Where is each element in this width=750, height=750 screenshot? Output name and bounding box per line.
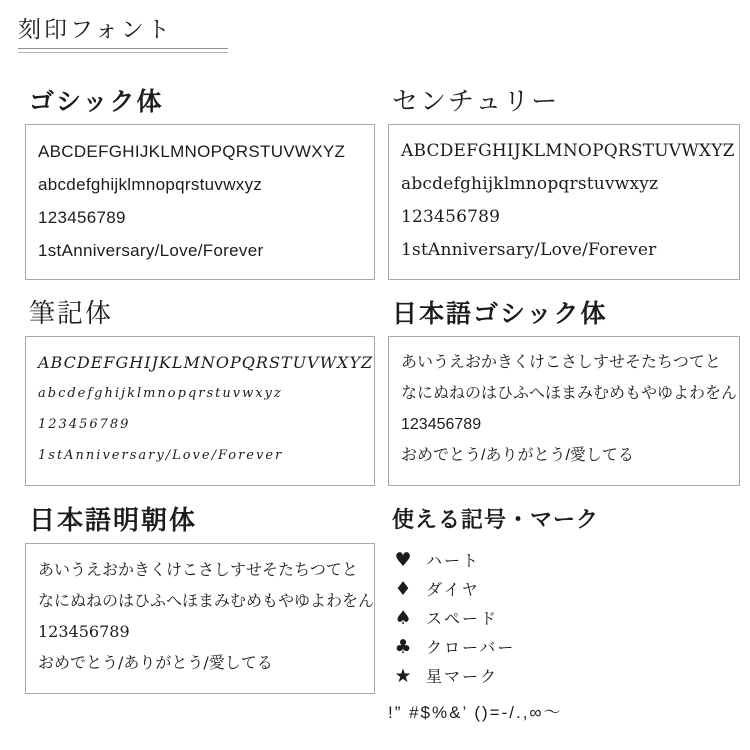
content-columns: [25, 86, 750, 723]
symbol-row-diamond: [388, 574, 740, 603]
jp-gothic-phrase-line: おめでとう/ありがとう/愛してる: [401, 447, 634, 464]
sample-box-script: [25, 336, 375, 486]
symbol-list: [388, 545, 740, 690]
section-century: [388, 86, 740, 280]
section-title-jp-mincho: 日本語明朝体: [29, 506, 198, 536]
gothic-phrase-line: 1stAnniversary/Love/Forever: [38, 241, 264, 260]
jp-gothic-numbers-line: 123456789: [401, 416, 482, 433]
script-lowercase-line: abcdefghijklmnopqrstuvwxyz: [38, 386, 283, 401]
section-gothic: [25, 86, 375, 280]
section-symbols: [388, 505, 740, 723]
symbol-row-heart: [388, 545, 740, 574]
gothic-lowercase-line: abcdefghijklmnopqrstuvwxyz: [38, 175, 263, 194]
symbol-row-spade: [388, 603, 740, 632]
century-phrase-line: 1stAnniversary/Love/Forever: [401, 240, 657, 260]
symbol-row-star: [388, 661, 740, 690]
symbol-row-clover: [388, 632, 740, 661]
jp-mincho-kana-line-2: なにぬねのはひふへほまみむめもやゆよわをん: [38, 591, 375, 610]
title-double-underline: [18, 48, 228, 53]
symbol-label-clover: クローバー: [426, 640, 516, 657]
symbol-label-diamond: ダイヤ: [426, 582, 480, 599]
gothic-uppercase-line: ABCDEFGHIJKLMNOPQRSTUVWXYZ: [38, 142, 346, 161]
symbol-label-star: 星マーク: [426, 669, 499, 686]
heart-icon: ♥: [394, 548, 412, 571]
section-title-jp-gothic: 日本語ゴシック体: [392, 300, 608, 328]
sample-box-century: [388, 124, 740, 280]
section-title-symbols: 使える記号・マーク: [392, 507, 600, 532]
script-numbers-line: 123456789: [38, 417, 131, 432]
left-column: [25, 86, 375, 723]
century-numbers-line: 123456789: [401, 207, 501, 227]
jp-gothic-kana-line-2: なにぬねのはひふへほまみむめもやゆよわをん: [401, 385, 738, 402]
spade-icon: ♠: [394, 606, 412, 629]
sample-box-gothic: [25, 124, 375, 280]
symbols-extra-line: !” #$%&’ ()=-/.,∞～: [388, 703, 563, 722]
section-jp-mincho: [25, 505, 375, 694]
century-lowercase-line: abcdefghijklmnopqrstuvwxyz: [401, 174, 659, 194]
section-script: [25, 298, 375, 486]
sample-box-jp-mincho: [25, 543, 375, 694]
script-uppercase-line: ABCDEFGHIJKLMNOPQRSTUVWXYZ: [38, 353, 374, 372]
century-uppercase-line: ABCDEFGHIJKLMNOPQRSTUVWXYZ: [401, 141, 735, 161]
script-phrase-line: 1stAnniversary/Love/Forever: [38, 448, 284, 463]
engraving-font-page: [0, 16, 750, 750]
page-title: 刻印フォント: [18, 17, 173, 43]
symbol-label-spade: スペード: [426, 611, 499, 628]
jp-mincho-kana-line-1: あいうえおかきくけこさしすせそたちつてと: [38, 560, 358, 579]
jp-gothic-kana-line-1: あいうえおかきくけこさしすせそたちつてと: [401, 354, 721, 371]
sample-box-jp-gothic: [388, 336, 740, 486]
symbol-label-heart: ハート: [426, 553, 481, 570]
right-column: [388, 86, 740, 723]
jp-mincho-phrase-line: おめでとう/ありがとう/愛してる: [38, 653, 273, 672]
jp-mincho-numbers-line: 123456789: [38, 622, 130, 641]
gothic-numbers-line: 123456789: [38, 208, 126, 227]
section-title-century: センチュリー: [392, 87, 560, 117]
section-title-script: 筆記体: [29, 299, 114, 329]
clover-icon: ♣: [394, 635, 412, 658]
section-title-gothic: ゴシック体: [29, 88, 164, 116]
diamond-icon: ♦: [394, 577, 412, 600]
section-jp-gothic: [388, 298, 740, 486]
star-icon: ★: [394, 664, 412, 687]
